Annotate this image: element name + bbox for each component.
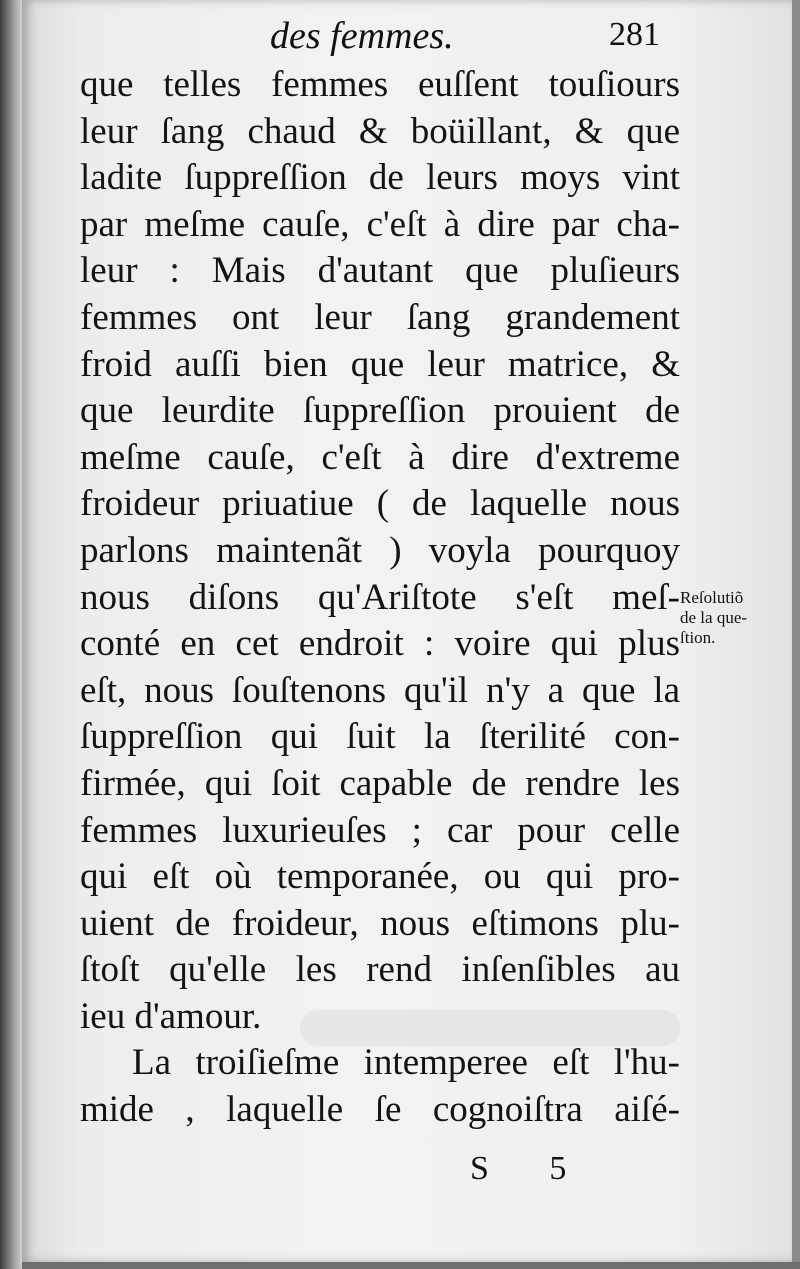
text-line: meſme cauſe, c'eſt à dire d'extreme [80,436,680,478]
signature-mark: S 5 [470,1150,593,1187]
text-line: leur ſang chaud & boüillant, & que [80,110,680,152]
page-bottom-edge [22,1262,800,1269]
text-line: ſuppreſſion qui ſuit la ſterilité con- [80,716,680,758]
text-line: firmée, qui ſoit capable de rendre les [80,762,680,804]
text-line: froideur priuatiue ( de laquelle nous [80,483,680,525]
text-line: par meſme cauſe, c'eſt à dire par cha- [80,203,680,245]
body-text [80,62,680,1134]
text-line: que leurdite ſuppreſſion prouient de [80,390,680,432]
text-line-paragraph-start: La troiſieſme intemperee eſt l'hu- [132,1042,680,1084]
margin-note-line: Reſolutiõ [680,588,744,607]
text-line: que telles femmes euſſent touſiours [80,64,680,105]
text-line: mide , laquelle ſe cognoiſtra aiſé- [80,1089,680,1131]
text-line: femmes ont leur ſang grandement [80,296,680,338]
book-gutter [0,0,22,1269]
text-line: conté en cet endroit : voire qui plus [80,623,680,665]
margin-note-line: de la que- [680,608,748,627]
text-line: ladite ſuppreſſion de leurs moys vint [80,157,680,199]
text-line: ſtoſt qu'elle les rend inſenſibles au [80,949,680,991]
page-header [270,14,670,60]
text-line: femmes luxurieuſes ; car pour celle [80,809,680,851]
page-number: 281 [609,16,660,53]
text-line: leur : Mais d'autant que pluſieurs [80,250,680,292]
text-line: eſt, nous ſouſtenons qu'il n'y a que la [80,669,680,711]
text-line: uient de froideur, nous eſtimons plu- [80,902,680,944]
text-line-paragraph-end: ieu d'amour. [80,995,262,1037]
margin-note [680,588,790,648]
text-line: froid auſſi bien que leur matrice, & [80,343,680,385]
running-title: des femmes. [270,15,454,57]
text-line: nous diſons qu'Ariſtote s'eſt meſ- [80,576,680,618]
text-line: parlons maintenãt ) voyla pourquoy [80,529,680,571]
margin-note-line: ſtion. [680,628,716,647]
text-line: qui eſt où temporanée, ou qui pro- [80,856,680,898]
